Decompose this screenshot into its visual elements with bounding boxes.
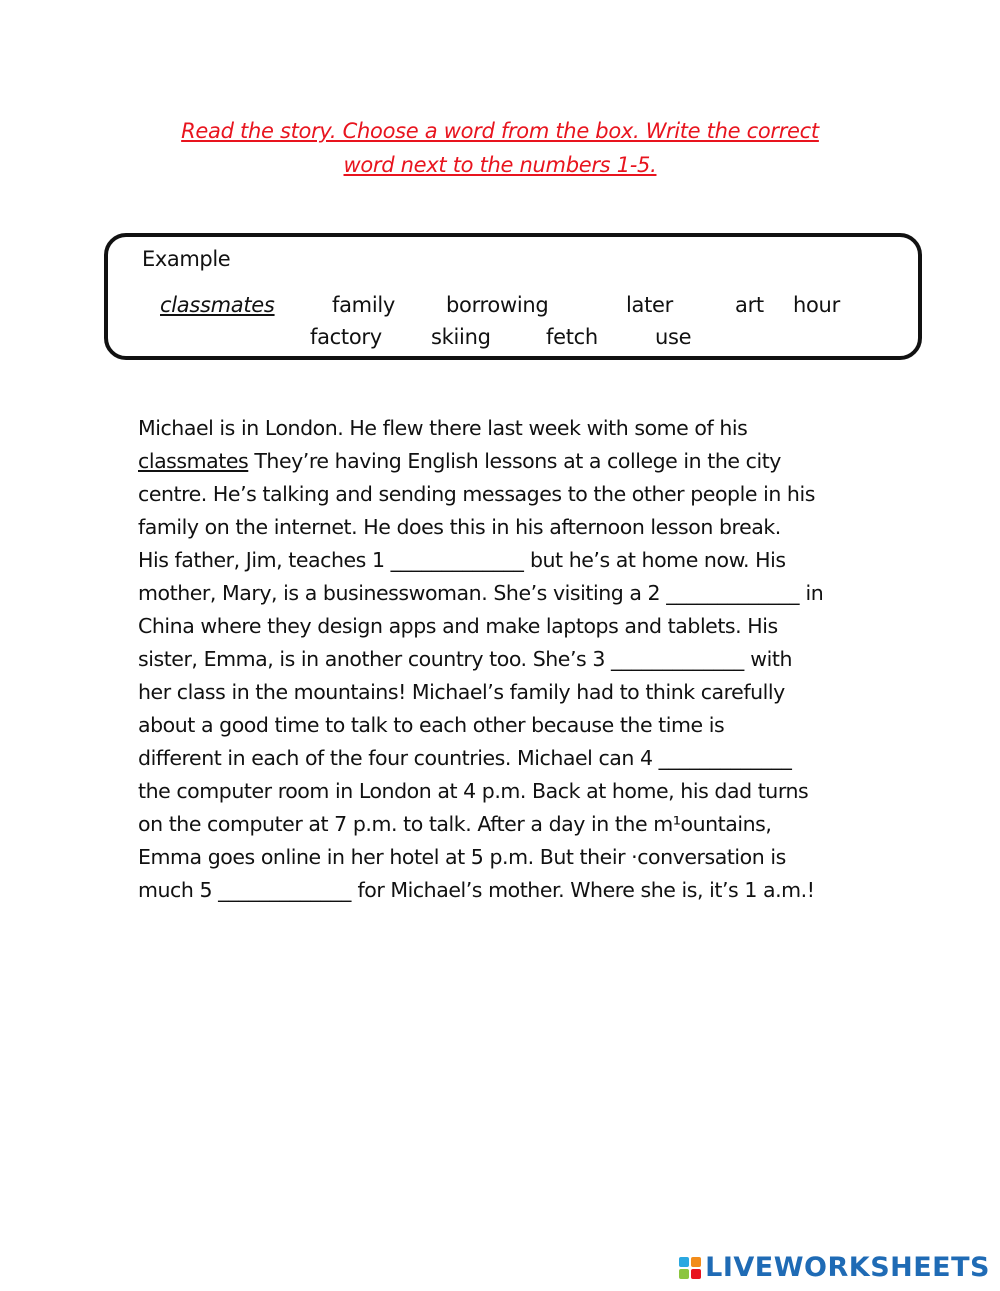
example-answer: classmates [138, 449, 249, 473]
logo-square [679, 1269, 689, 1279]
story-line: about a good time to talk to each other because the time is [138, 713, 725, 737]
brand-name: LIVEWORKSHEETS [705, 1252, 990, 1283]
logo-square [691, 1257, 701, 1267]
story-line [138, 577, 878, 610]
bank-word-hour: hour [793, 293, 840, 317]
story-line [138, 544, 878, 577]
story-line: on the computer at 7 p.m. to talk. After a day in the m¹ountains, [138, 812, 772, 836]
example-label: Example [142, 247, 231, 271]
story-text-segment: but he’s at home now. His [523, 548, 786, 572]
story-line: family on the internet. He does this in his afternoon lesson break. [138, 515, 781, 539]
example-word: classmates [160, 293, 275, 317]
story-line [138, 742, 878, 775]
story-line: Michael is in London. He flew there last week with some of his [138, 416, 748, 440]
answer-blank-2[interactable]: _____________ [666, 581, 800, 605]
instructions-line-1: Read the story. Choose a word from the box. Write the correct [181, 119, 819, 143]
story-line: Emma goes online in her hotel at 5 p.m. But their ·conversation is [138, 845, 786, 869]
story-line: China where they design apps and make laptops and tablets. His [138, 614, 778, 638]
story-text-segment: His father, Jim, teaches 1 [138, 548, 391, 572]
story-line [138, 643, 878, 676]
story-line: centre. He’s talking and sending messages to the other people in his [138, 482, 815, 506]
story-text-segment: for Michael’s mother. Where she is, it’s 1 a.m.! [351, 878, 815, 902]
answer-blank-5[interactable]: _____________ [218, 878, 352, 902]
story-line: her class in the mountains! Michael’s family had to think carefully [138, 680, 785, 704]
bank-word-art: art [735, 293, 764, 317]
answer-blank-3[interactable]: _____________ [610, 647, 745, 671]
story-line [138, 445, 878, 478]
story-line: the computer room in London at 4 p.m. Back at home, his dad turns [138, 779, 809, 803]
bank-word-family: family [332, 293, 396, 317]
instructions [120, 114, 880, 182]
logo-square [679, 1257, 689, 1267]
bank-word-skiing: skiing [431, 325, 491, 349]
story-text-segment: mother, Mary, is a businesswoman. She’s visiting a 2 [138, 581, 667, 605]
story-text-segment: They’re having English lessons at a college in the city [248, 449, 781, 473]
bank-word-use: use [655, 325, 692, 349]
word-box [104, 233, 922, 360]
bank-word-later: later [626, 293, 673, 317]
story-text-segment: different in each of the four countries. Michael can 4 [138, 746, 659, 770]
story-line [138, 874, 878, 907]
liveworksheets-logo [679, 1252, 990, 1283]
story-text-segment: in [799, 581, 824, 605]
instructions-line-2: word next to the numbers 1-5. [343, 153, 657, 177]
bank-word-factory: factory [310, 325, 382, 349]
answer-blank-1[interactable]: _____________ [390, 548, 524, 572]
story-text [138, 412, 878, 907]
liveworksheets-icon [679, 1257, 701, 1279]
story-text-segment: with [744, 647, 792, 671]
story-text-segment: much 5 [138, 878, 219, 902]
logo-square [691, 1269, 701, 1279]
answer-blank-4[interactable]: _____________ [658, 746, 792, 770]
bank-word-fetch: fetch [546, 325, 598, 349]
story-text-segment: sister, Emma, is in another country too. She’s 3 [138, 647, 611, 671]
bank-word-borrowing: borrowing [446, 293, 549, 317]
